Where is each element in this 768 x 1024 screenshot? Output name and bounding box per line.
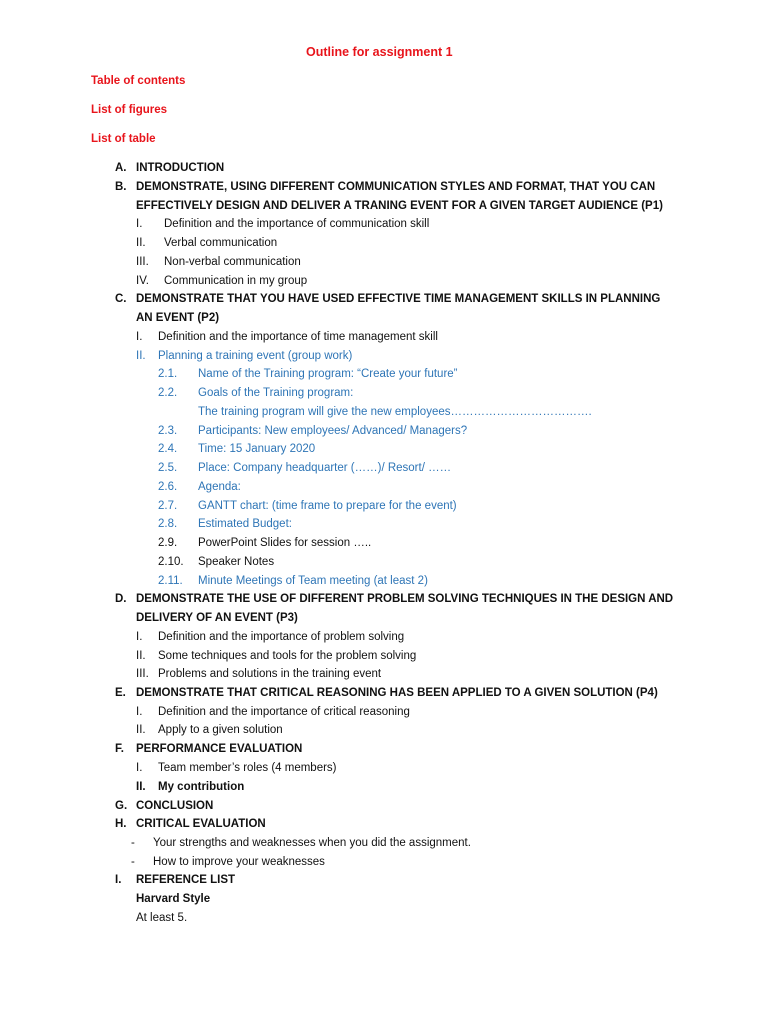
table-of-contents-heading: Table of contents <box>91 75 186 87</box>
list-marker: II. <box>136 237 146 249</box>
section-heading-continued: DELIVERY OF AN EVENT (P3) <box>136 612 298 624</box>
list-item: Communication in my group <box>164 275 308 287</box>
list-item: Planning a training event (group work) <box>158 350 353 362</box>
list-marker: II. <box>136 650 146 662</box>
list-marker: II. <box>136 724 146 736</box>
list-item: Definition and the importance of critical reasoning <box>158 706 410 718</box>
sub-item-marker: 2.9. <box>158 537 178 549</box>
list-marker: IV. <box>136 275 150 287</box>
list-item: Some techniques and tools for the problem solving <box>158 650 417 662</box>
sub-item: Minute Meetings of Team meeting (at least 2) <box>198 575 428 587</box>
bullet-item: Your strengths and weaknesses when you did the assignment. <box>153 837 471 849</box>
sub-item-marker: 2.10. <box>158 556 184 568</box>
sub-item: Estimated Budget: <box>198 518 292 530</box>
sub-item-marker: 2.2. <box>158 387 178 399</box>
section-marker: E. <box>115 687 126 699</box>
section-heading: CRITICAL EVALUATION <box>136 818 266 830</box>
sub-item: Name of the Training program: “Create your future” <box>198 368 458 380</box>
list-item: Definition and the importance of problem solving <box>158 631 405 643</box>
sub-item: Time: 15 January 2020 <box>198 443 316 455</box>
sub-item-marker: 2.3. <box>158 425 178 437</box>
document-title: Outline for assignment 1 <box>306 45 453 59</box>
sub-item: GANTT chart: (time frame to prepare for the event) <box>198 500 457 512</box>
list-marker: II. <box>136 781 146 793</box>
list-marker: II. <box>136 350 146 362</box>
section-heading: INTRODUCTION <box>136 162 225 174</box>
sub-item-continued: The training program will give the new employees………………………………. <box>198 406 592 418</box>
reference-note: Harvard Style <box>136 893 211 905</box>
list-item: Definition and the importance of time management skill <box>158 331 438 343</box>
section-marker: F. <box>115 743 124 755</box>
list-marker: I. <box>136 218 143 230</box>
sub-item: Goals of the Training program: <box>198 387 354 399</box>
list-marker: I. <box>136 331 143 343</box>
section-heading: DEMONSTRATE THAT CRITICAL REASONING HAS BEEN APPLIED TO A GIVEN SOLUTION (P4) <box>136 687 658 699</box>
section-heading: CONCLUSION <box>136 800 214 812</box>
bullet-marker: - <box>131 856 135 868</box>
sub-item: PowerPoint Slides for session ….. <box>198 537 372 549</box>
section-marker: B. <box>115 181 127 193</box>
list-item: Problems and solutions in the training event <box>158 668 382 680</box>
list-item: Non-verbal communication <box>164 256 301 268</box>
sub-item-marker: 2.6. <box>158 481 178 493</box>
section-heading: DEMONSTRATE, USING DIFFERENT COMMUNICATION STYLES AND FORMAT, THAT YOU CAN <box>136 181 656 193</box>
section-marker: H. <box>115 818 127 830</box>
sub-item-marker: 2.11. <box>158 575 183 587</box>
section-heading: DEMONSTRATE THE USE OF DIFFERENT PROBLEM SOLVING TECHNIQUES IN THE DESIGN AND <box>136 593 674 605</box>
bullet-marker: - <box>131 837 135 849</box>
section-heading-continued: EFFECTIVELY DESIGN AND DELIVER A TRANING EVENT FOR A GIVEN TARGET AUDIENCE (P1) <box>136 200 663 212</box>
sub-item: Speaker Notes <box>198 556 275 568</box>
sub-item-marker: 2.7. <box>158 500 178 512</box>
list-marker: III. <box>136 256 149 268</box>
list-item: Team member’s roles (4 members) <box>158 762 337 774</box>
bullet-item: How to improve your weaknesses <box>153 856 325 868</box>
section-marker: I. <box>115 874 122 886</box>
sub-item-marker: 2.1. <box>158 368 178 380</box>
list-item: Definition and the importance of communication skill <box>164 218 430 230</box>
section-heading: DEMONSTRATE THAT YOU HAVE USED EFFECTIVE TIME MANAGEMENT SKILLS IN PLANNING <box>136 293 661 305</box>
list-item: Apply to a given solution <box>158 724 283 736</box>
section-marker: C. <box>115 293 127 305</box>
list-marker: I. <box>136 631 143 643</box>
list-item: My contribution <box>158 781 245 793</box>
sub-item: Agenda: <box>198 481 241 493</box>
sub-item-marker: 2.4. <box>158 443 178 455</box>
sub-item-marker: 2.8. <box>158 518 178 530</box>
list-of-table-heading: List of table <box>91 133 156 145</box>
reference-note: At least 5. <box>136 912 188 924</box>
sub-item: Participants: New employees/ Advanced/ Managers? <box>198 425 468 437</box>
list-marker: III. <box>136 668 149 680</box>
section-heading: PERFORMANCE EVALUATION <box>136 743 303 755</box>
section-marker: D. <box>115 593 127 605</box>
list-marker: I. <box>136 706 143 718</box>
list-marker: I. <box>136 762 143 774</box>
section-marker: A. <box>115 162 127 174</box>
list-of-figures-heading: List of figures <box>91 104 168 116</box>
sub-item: Place: Company headquarter (……)/ Resort/ …… <box>198 462 452 474</box>
section-heading-continued: AN EVENT (P2) <box>136 312 220 324</box>
section-heading: REFERENCE LIST <box>136 874 236 886</box>
sub-item-marker: 2.5. <box>158 462 178 474</box>
section-marker: G. <box>115 800 128 812</box>
list-item: Verbal communication <box>164 237 278 249</box>
